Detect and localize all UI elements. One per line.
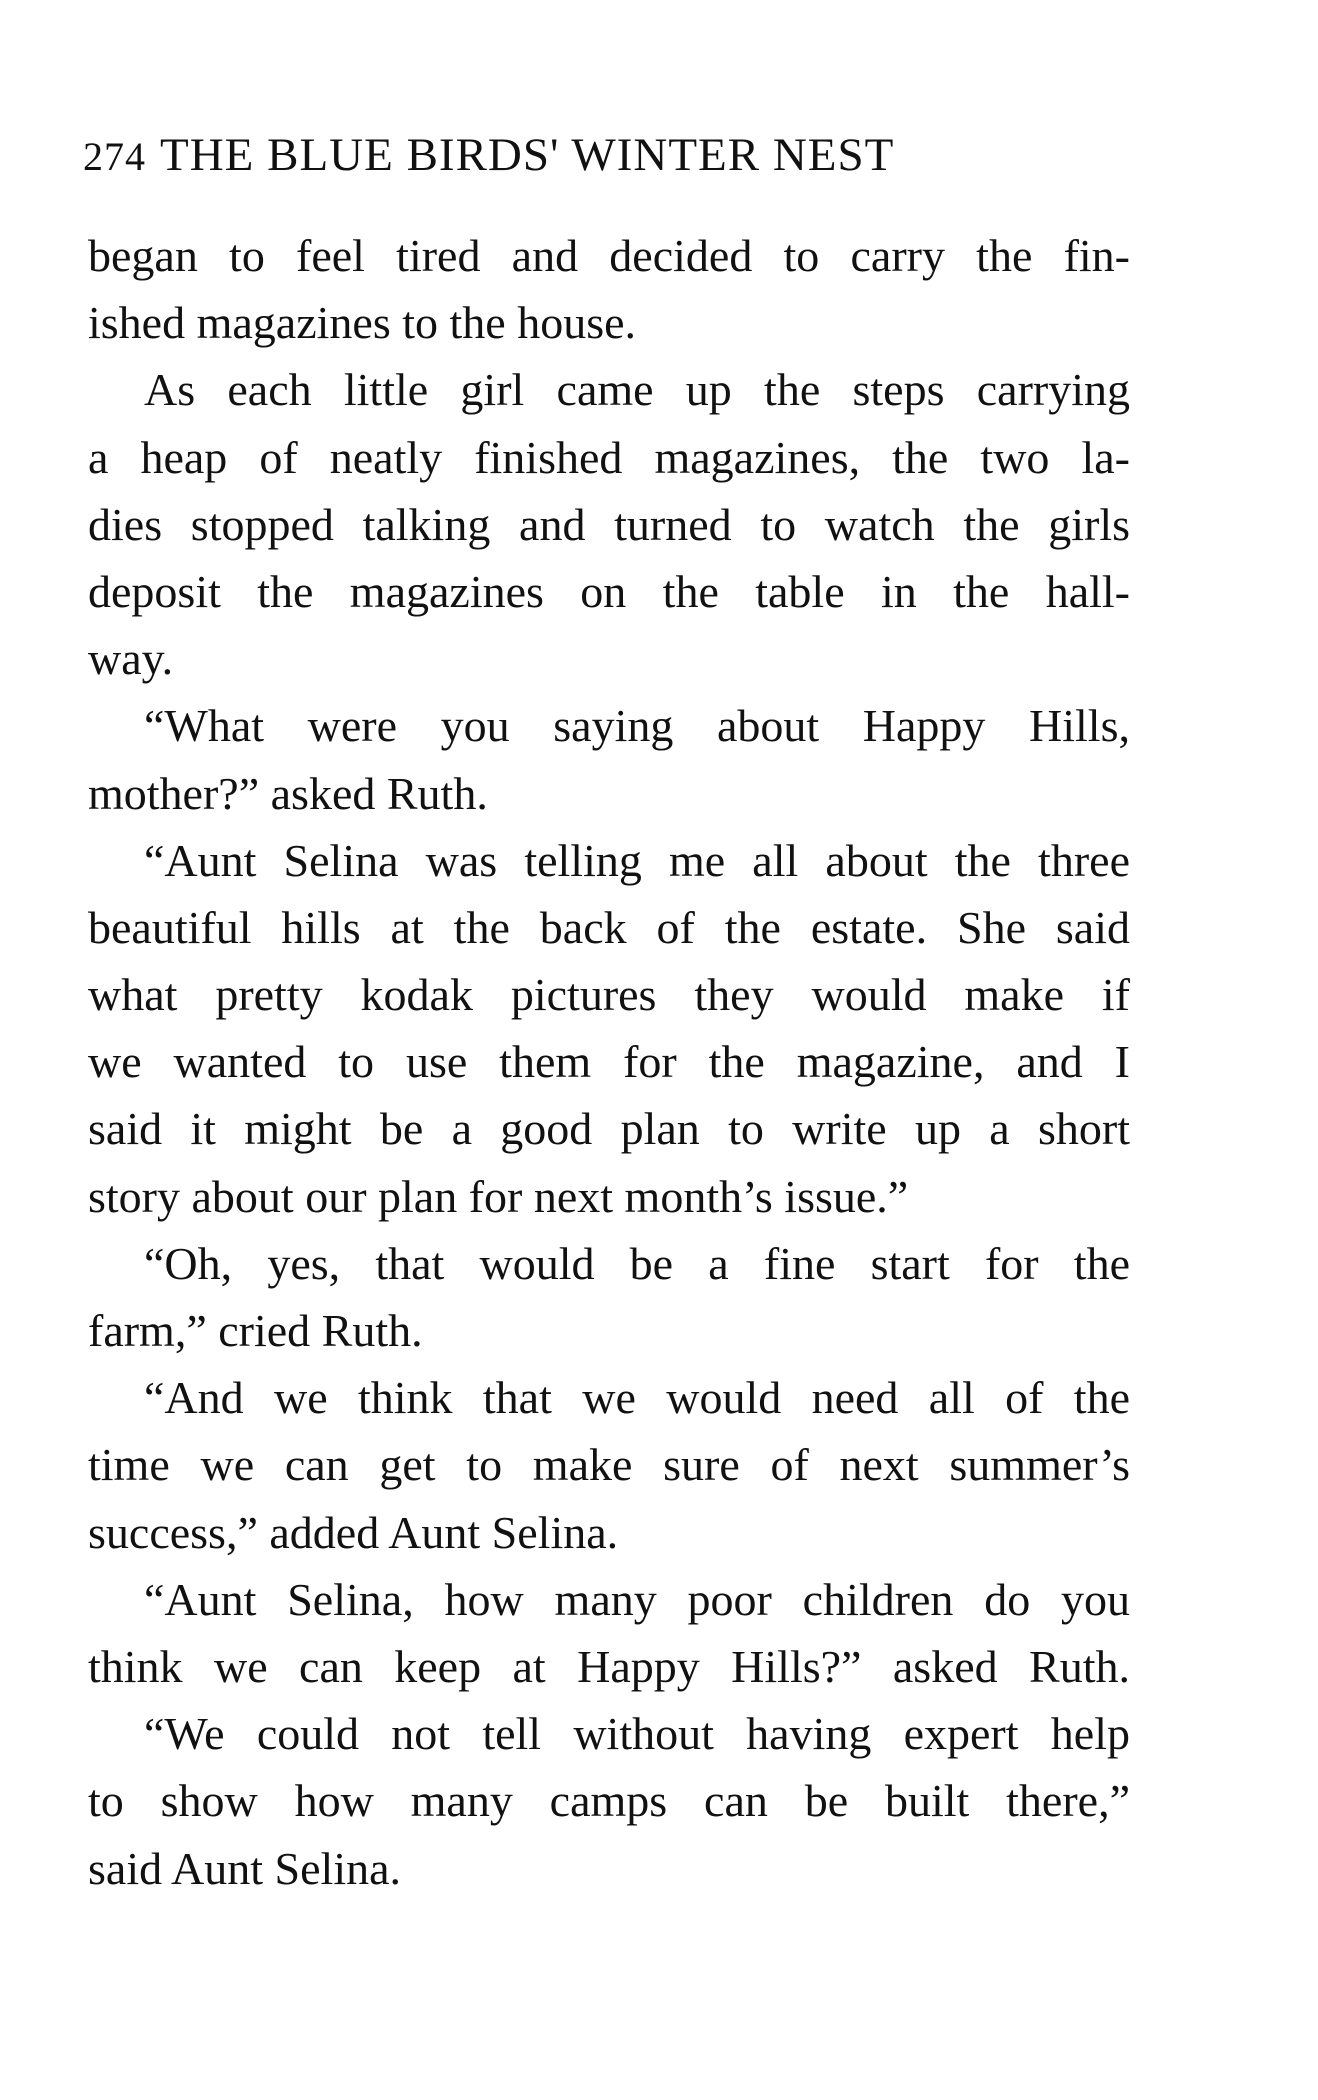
text-line: said Aunt Selina. bbox=[88, 1842, 402, 1894]
text-line: beautiful hills at the back of the estate. She said bbox=[88, 901, 1130, 953]
text-line: what pretty kodak pictures they would make if bbox=[88, 969, 1130, 1021]
page-number: 274 bbox=[83, 134, 146, 179]
text-line: farm,” cried Ruth. bbox=[88, 1305, 423, 1356]
text-line: “We could not tell without having expert help bbox=[144, 1708, 1130, 1760]
text-line: success,” added Aunt Selina. bbox=[88, 1506, 619, 1558]
text-line: said it might be a good plan to write up a short bbox=[88, 1103, 1130, 1155]
text-line: think we can keep at Happy Hills?” asked Ruth. bbox=[88, 1640, 1130, 1692]
text-line: “And we think that we would need all of the bbox=[144, 1372, 1130, 1424]
text-line: ished magazines to the house. bbox=[88, 297, 637, 349]
text-line: deposit the magazines on the table in the hall- bbox=[88, 565, 1130, 617]
body-text bbox=[88, 222, 1130, 1902]
text-line: began to feel tired and decided to carry the fin- bbox=[88, 230, 1130, 281]
text-line: As each little girl came up the steps carrying bbox=[144, 364, 1130, 416]
text-line: way. bbox=[88, 633, 174, 685]
text-line: “What were you saying about Happy Hills, bbox=[144, 700, 1130, 752]
text-line: time we can get to make sure of next summer’s bbox=[88, 1439, 1130, 1491]
text-line: “Aunt Selina, how many poor children do you bbox=[144, 1573, 1130, 1625]
text-line: a heap of neatly finished magazines, the two la- bbox=[88, 431, 1130, 483]
text-line: “Oh, yes, that would be a fine start for the bbox=[144, 1237, 1130, 1289]
text-line: mother?” asked Ruth. bbox=[88, 767, 488, 819]
running-title: THE BLUE BIRDS' WINTER NEST bbox=[160, 129, 895, 181]
text-line: “Aunt Selina was telling me all about the three bbox=[144, 834, 1130, 886]
text-line: dies stopped talking and turned to watch the girls bbox=[88, 498, 1130, 550]
running-head bbox=[83, 128, 894, 182]
text-line: to show how many camps can be built there,” bbox=[88, 1775, 1130, 1827]
text-line: we wanted to use them for the magazine, and I bbox=[88, 1036, 1130, 1088]
text-line: story about our plan for next month’s issue.” bbox=[88, 1170, 909, 1222]
